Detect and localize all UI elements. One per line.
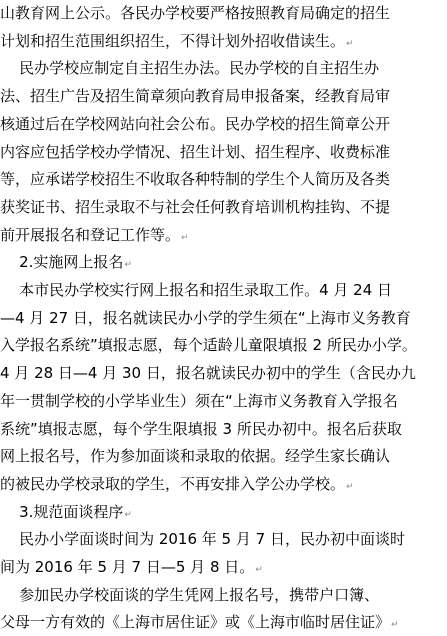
paragraph-mark-icon: ↵ [346, 38, 354, 49]
text-line [0, 613, 447, 633]
paragraph-mark-icon: ↵ [255, 565, 263, 575]
text-line [0, 32, 447, 52]
line-text: 山教育网上公示。各民办学校要严格按照教育局确定的招生 [0, 4, 391, 22]
line-text: 父母一方有效的《上海市居住证》或《上海市临时居住证》 [0, 613, 391, 632]
line-text: 核通过后在学校网站向社会公布。民办学校的招生简章公开 [0, 114, 391, 133]
paragraph-mark-icon: ↵ [346, 481, 354, 492]
text-line [0, 143, 447, 163]
line-text: 等，应承诺学校招生不收取各种特制的学生个人简历及各类 [0, 170, 391, 189]
line-text: 参加民办学校面谈的学生凭网上报名号，携带户口簿、 [0, 585, 380, 604]
line-text: 网上报名号，作为参加面谈和录取的依据。经学生家长确认 [0, 447, 391, 466]
line-text: 民办小学面谈时间为 2016 年 5 月 7 日，民办初中面谈时 [0, 530, 405, 549]
line-text: 2.实施网上报名 [0, 253, 124, 272]
line-text: 内容应包括学校办学情况、招生计划、招生程序、收费标准 [0, 142, 391, 161]
text-line [0, 447, 447, 467]
line-text: 获奖证书、招生录取不与社会任何教育培训机构挂钩、不提 [0, 197, 391, 216]
text-line [0, 309, 447, 329]
text-line [0, 4, 447, 24]
text-line [0, 475, 447, 495]
text-line [0, 198, 447, 218]
line-text: 前开展报名和登记工作等。 [0, 225, 181, 244]
text-line [0, 364, 447, 384]
text-line [0, 115, 447, 135]
text-line [0, 392, 447, 412]
paragraph-mark-icon: ↵ [391, 620, 399, 631]
text-line [0, 530, 447, 550]
paragraph-mark-icon: ↵ [124, 260, 132, 271]
text-line [0, 170, 447, 190]
line-text: 间为 2016 年 5 月 7 日—5 月 8 日。 [0, 558, 255, 576]
line-text: 系统”填报志愿，每个学生限填报 3 所民办初中。报名后获取 [0, 419, 402, 438]
text-line [0, 558, 447, 578]
text-line [0, 281, 447, 301]
line-text: 年一贯制学校的小学毕业生）须在“上海市义务教育入学报名 [0, 391, 398, 410]
text-line [0, 59, 447, 79]
line-text: 3.规范面谈程序 [0, 502, 124, 521]
line-text: 4 月 28 日—4 月 30 日，报名就读民办初中的学生（含民办九 [0, 364, 416, 383]
text-line [0, 253, 447, 273]
text-line [0, 87, 447, 107]
text-line [0, 586, 447, 606]
text-line [0, 226, 447, 246]
line-text: 本市民办学校实行网上报名和招生录取工作。4 月 24 日 [0, 281, 393, 299]
line-text: 计划和招生范围组织招生，不得计划外招收借读生。 [0, 31, 346, 50]
paragraph-mark-icon: ↵ [181, 232, 189, 243]
line-text: 的被民办学校录取的学生，不再安排入学公办学校。 [0, 474, 346, 493]
text-line [0, 503, 447, 523]
line-text: 入学报名系统”填报志愿，每个适龄儿童限填报 2 所民办小学。 [0, 336, 417, 355]
text-line [0, 336, 447, 356]
line-text: 民办学校应制定自主招生办法。民办学校的自主招生办 [0, 59, 380, 78]
line-text: —4 月 27 日，报名就读民办小学的学生须在“上海市义务教育 [0, 308, 411, 327]
paragraph-mark-icon: ↵ [124, 509, 132, 520]
line-text: 法、招生广告及招生简章须向教育局申报备案，经教育局审 [0, 87, 391, 106]
text-line [0, 420, 447, 440]
